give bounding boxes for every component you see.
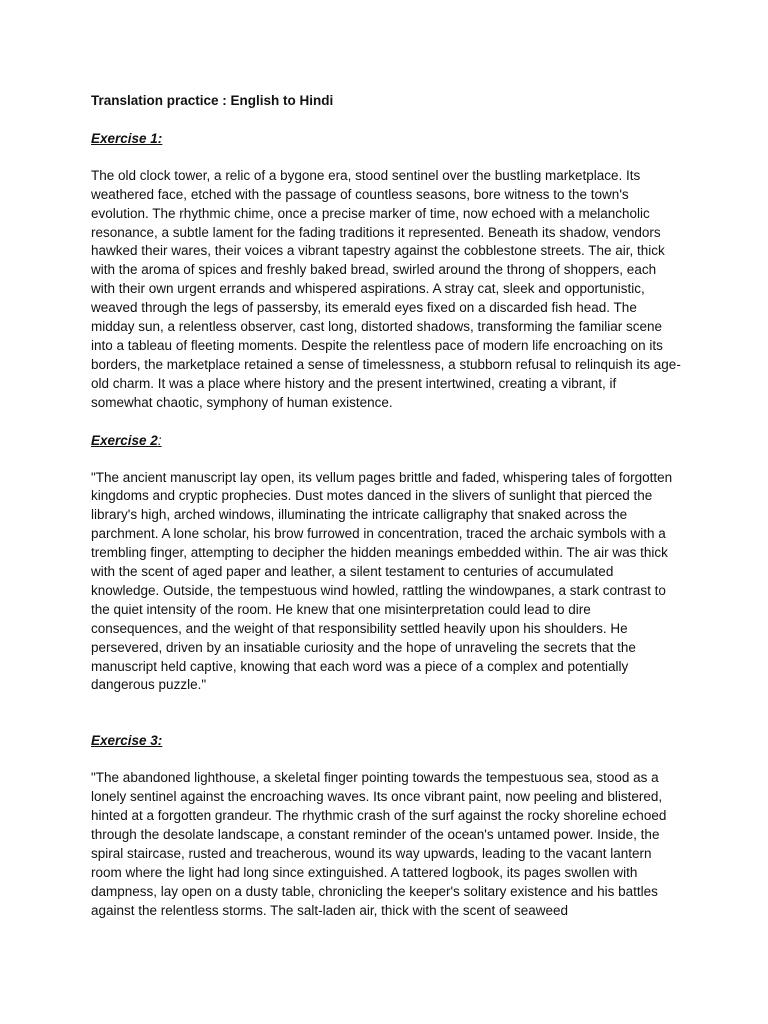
exercise-3-text: "The abandoned lighthouse, a skeletal finger pointing towards the tempestuous sea, stood as a lonely sentinel against the encroaching waves. Its once vibrant paint, now peeling and blistered, hinted at a forgotten grandeur. The rhythmic crash of the surf against the rocky shoreline echoed through the desolate landscape, a constant reminder of the ocean's untamed power. Inside, the spiral staircase, rusted and treacherous, wound its way upwards, leading to the vacant lantern room where the light had long since extinguished. A tattered logbook, its pages swollen with dampness, lay open on a dusty table, chronicling the keeper's solitary existence and his battles against the relentless storms. The salt-laden air, thick with the scent of seaweed — [91, 770, 667, 918]
document-body — [91, 92, 681, 921]
exercise-1-text: The old clock tower, a relic of a bygone era, stood sentinel over the bustling marketplace. Its weathered face, etched with the passage of countless seasons, bore witness to the town's evolution. The rhythmic chime, once a precise marker of time, now echoed with a melancholic resonance, a subtle lament for the fading traditions it represented. Beneath its shadow, vendors hawked their wares, their voices a vibrant tapestry against the cobblestone streets. The air, thick with the aroma of spices and freshly baked bread, swirled around the throng of shoppers, each with their own urgent errands and whispered aspirations. A stray cat, sleek and opportunistic, weaved through the legs of passersby, its emerald eyes fixed on a discarded fish head. The midday sun, a relentless observer, cast long, distorted shadows, transforming the familiar scene into a tableau of fleeting moments. Despite the relentless pace of modern life encroaching on its borders, the marketplace retained a sense of timelessness, a stubborn refusal to relinquish its age-old charm. It was a place where history and the present intertwined, creating a vibrant, if somewhat chaotic, symphony of human existence. — [91, 167, 681, 410]
exercise-2-heading-label: Exercise 2 — [91, 432, 158, 448]
exercise-2-heading — [91, 432, 681, 451]
exercise-1-heading: Exercise 1: — [91, 130, 163, 146]
document-title: Translation practice : English to Hindi — [91, 93, 334, 108]
exercise-3-heading: Exercise 3: — [91, 733, 163, 749]
exercise-2-text: "The ancient manuscript lay open, its vellum pages brittle and faded, whispering tales of forgotten kingdoms and cryptic prophecies. Dust motes danced in the slivers of sunlight that pierced the library's high, arched windows, illuminating the intricate calligraphy that snaked across the parchment. A lone scholar, his brow furrowed in concentration, traced the archaic symbols with a trembling finger, attempting to decipher the hidden meanings embedded within. The air was thick with the scent of aged paper and leather, a silent testament to centuries of accumulated knowledge. Outside, the tempestuous wind howled, rattling the windowpanes, a stark contrast to the quiet intensity of the room. He knew that one misinterpretation could lead to dire consequences, and the weight of that responsibility settled heavily upon his shoulders. He persevered, driven by an insatiable curiosity and the hope of unraveling the secrets that the manuscript held captive, knowing that each word was a piece of a complex and potentially dangerous puzzle." — [91, 469, 673, 693]
exercise-2-heading-colon: : — [157, 432, 162, 448]
